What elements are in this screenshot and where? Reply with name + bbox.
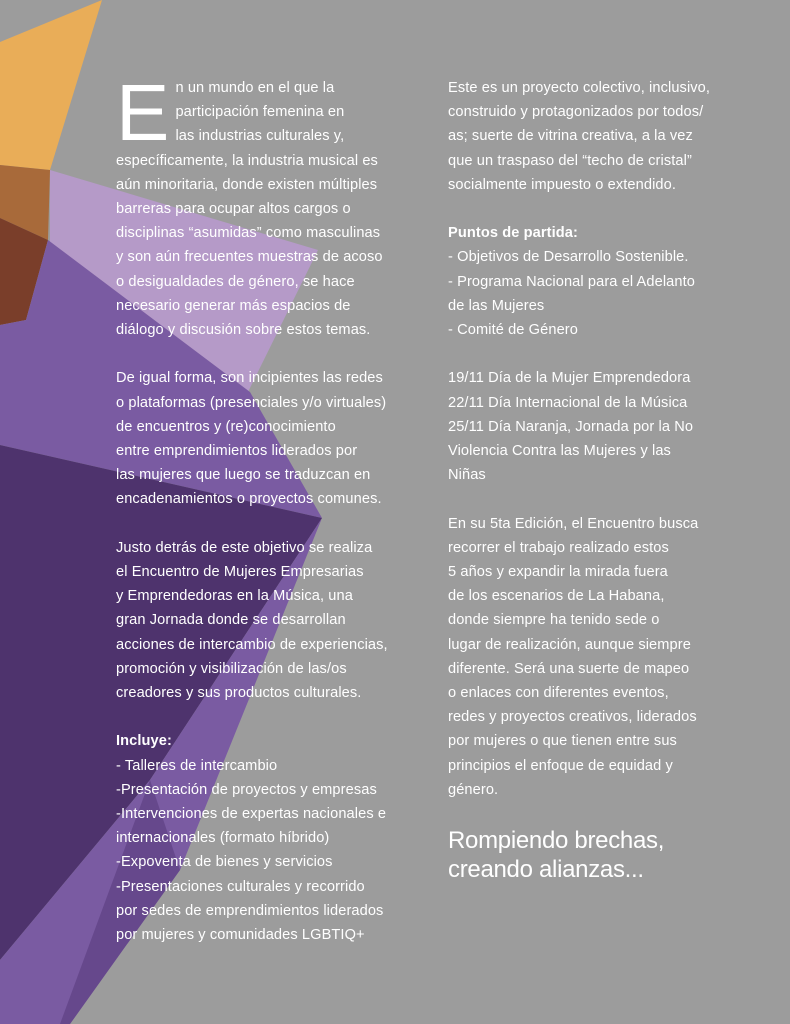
intro-paragraph	[116, 68, 420, 342]
text-line: que un traspaso del “techo de cristal”	[448, 152, 692, 169]
text-line: específicamente, la industria musical es	[116, 152, 378, 169]
text-line: el Encuentro de Mujeres Empresarias	[116, 564, 364, 581]
tagline-line: Rompiendo brechas,	[448, 827, 665, 855]
includes-section	[116, 729, 420, 947]
text-line: creadores y sus productos culturales.	[116, 685, 362, 702]
text-line: diferente. Será una suerte de mapeo	[448, 660, 690, 677]
text-line: encadenamientos o proyectos comunes.	[116, 491, 382, 508]
text-line: as; suerte de vitrina creativa, a la vez	[448, 128, 693, 145]
list-item: -Expoventa de bienes y servicios	[116, 854, 333, 871]
text-line: o desigualdades de género, se hace	[116, 273, 355, 290]
list-item: por mujeres y comunidades LGBTIQ+	[116, 927, 365, 944]
dates-section	[448, 366, 748, 487]
edition-paragraph	[448, 512, 748, 802]
text-line: las mujeres que luego se traduzcan en	[116, 467, 371, 484]
date-line: Violencia Contra las Mujeres y las	[448, 443, 671, 460]
text-line: donde siempre ha tenido sede o	[448, 612, 660, 629]
text-line: redes y proyectos creativos, liderados	[448, 709, 697, 726]
date-line: 25/11 Día Naranja, Jornada por la No	[448, 418, 694, 435]
right-column	[448, 76, 748, 884]
left-column	[116, 68, 420, 971]
text-line: de encuentros y (re)conocimiento	[116, 418, 336, 435]
text-line: construido y protagonizados por todos/	[448, 104, 704, 121]
text-line: o enlaces con diferentes eventos,	[448, 685, 669, 702]
list-item: internacionales (formato híbrido)	[116, 830, 330, 847]
text-line: participación femenina en	[175, 104, 345, 121]
date-line: Niñas	[448, 467, 486, 484]
text-line: Este es un proyecto colectivo, inclusivo,	[448, 80, 711, 96]
date-line: 19/11 Día de la Mujer Emprendedora	[448, 370, 691, 387]
tagline-line: creando alianzas...	[448, 856, 644, 884]
text-line: de los escenarios de La Habana,	[448, 588, 665, 605]
networks-paragraph	[116, 366, 420, 511]
text-line: por mujeres o que tienen entre sus	[448, 733, 677, 750]
text-line: n un mundo en el que la	[175, 80, 335, 96]
event-paragraph	[116, 536, 420, 705]
list-item: - Talleres de intercambio	[116, 757, 278, 774]
list-item: - Comité de Género	[448, 322, 578, 339]
date-line: 22/11 Día Internacional de la Música	[448, 394, 688, 411]
text-line: barreras para ocupar altos cargos o	[116, 201, 351, 218]
list-item: por sedes de emprendimientos liderados	[116, 902, 384, 919]
text-line: necesario generar más espacios de	[116, 297, 351, 314]
text-line: Justo detrás de este objetivo se realiza	[116, 539, 373, 556]
project-paragraph	[448, 76, 748, 197]
text-line: entre emprendimientos liderados por	[116, 443, 358, 460]
includes-heading: Incluye:	[116, 733, 172, 750]
drop-cap: E	[116, 68, 170, 157]
starting-points-section	[448, 221, 748, 342]
list-item: - Objetivos de Desarrollo Sostenible.	[448, 249, 689, 266]
text-line: disciplinas “asumidas” como masculinas	[116, 225, 381, 242]
text-line: y Emprendedoras en la Música, una	[116, 588, 353, 605]
list-item: de las Mujeres	[448, 297, 545, 314]
text-line: recorrer el trabajo realizado estos	[448, 539, 669, 556]
text-line: o plataformas (presenciales y/o virtuales)	[116, 394, 387, 411]
starting-points-heading: Puntos de partida:	[448, 225, 578, 242]
text-line: gran Jornada donde se desarrollan	[116, 612, 346, 629]
text-line: género.	[448, 781, 499, 798]
text-line: socialmente impuesto o extendido.	[448, 176, 677, 193]
text-line: promoción y visibilización de las/os	[116, 660, 347, 677]
text-line: aún minoritaria, donde existen múltiples	[116, 176, 378, 193]
text-line: En su 5ta Edición, el Encuentro busca	[448, 515, 699, 532]
orange-shard	[0, 0, 102, 170]
text-line: lugar de realización, aunque siempre	[448, 636, 691, 653]
tagline	[448, 826, 748, 884]
text-line: De igual forma, son incipientes las redes	[116, 370, 383, 387]
text-line: las industrias culturales y,	[175, 128, 345, 145]
text-line: acciones de intercambio de experiencias,	[116, 636, 388, 653]
text-line: diálogo y discusión sobre estos temas.	[116, 322, 371, 339]
text-line: y son aún frecuentes muestras de acoso	[116, 249, 383, 266]
text-line: principios el enfoque de equidad y	[448, 757, 673, 774]
list-item: -Intervenciones de expertas nacionales e	[116, 806, 387, 823]
list-item: -Presentaciones culturales y recorrido	[116, 878, 365, 895]
text-line: 5 años y expandir la mirada fuera	[448, 564, 668, 581]
list-item: - Programa Nacional para el Adelanto	[448, 273, 695, 290]
list-item: -Presentación de proyectos y empresas	[116, 781, 377, 798]
